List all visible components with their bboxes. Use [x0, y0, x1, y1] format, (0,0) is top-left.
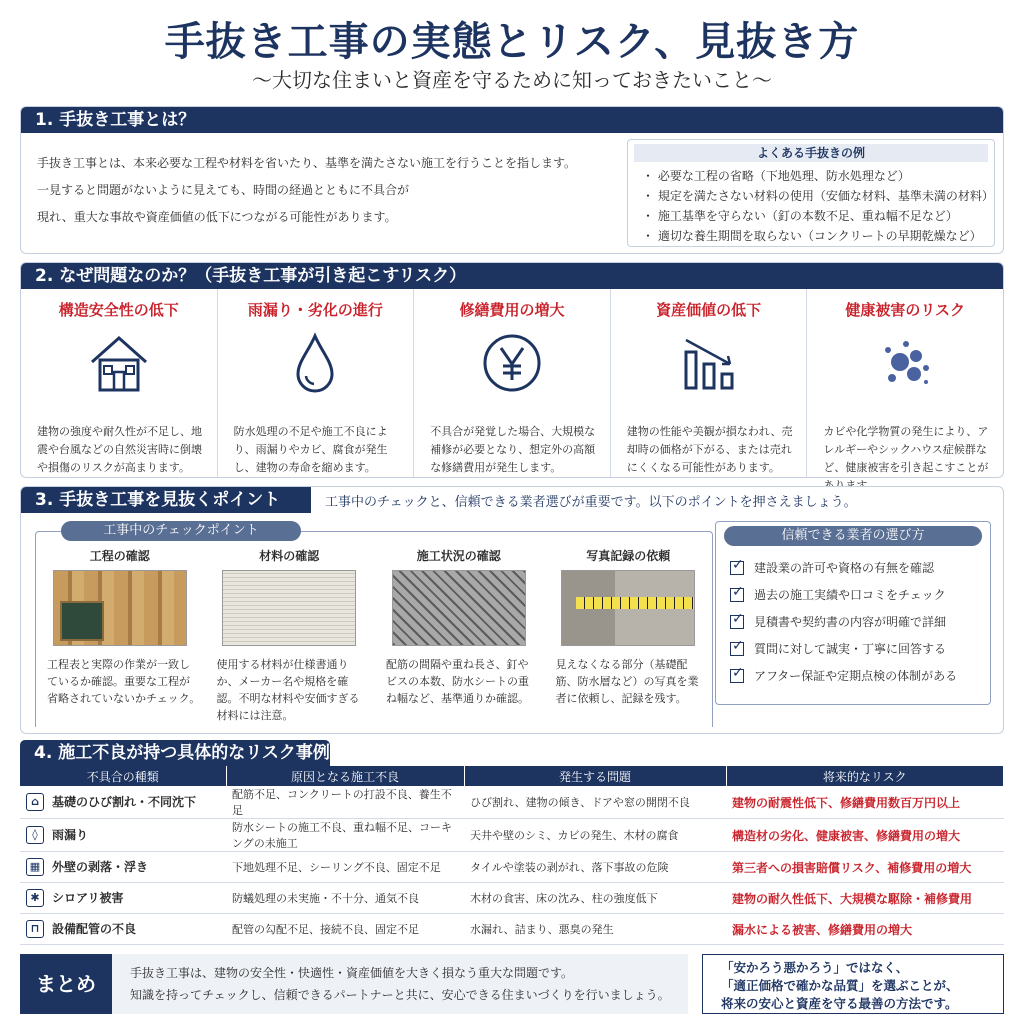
table-row — [20, 819, 1004, 852]
column-header: 将来的なリスク — [726, 766, 1004, 786]
checkpoints-label: 工事中のチェックポイント — [61, 521, 301, 541]
house-icon — [84, 328, 154, 398]
wall-icon: ▦ — [26, 858, 44, 876]
materials-photo — [222, 570, 356, 646]
risk-title: 構造安全性の低下 — [58, 301, 179, 319]
checkpoint-process — [35, 547, 205, 724]
risk-title: 資産価値の低下 — [656, 301, 762, 319]
measurement-photo — [561, 570, 695, 646]
risk-desc: 建物の強度や耐久性が不足し、地震や台風などの自然災害時に倒壊や損傷のリスクが高まります。 — [37, 425, 202, 474]
key-message-line: 将来の安心と資産を守る最善の方法です。 — [721, 996, 958, 1011]
risk-card-structure — [21, 289, 218, 477]
checkbox-icon — [730, 588, 744, 602]
example-item: ・ 施工基準を守らない（釘の本数不足、重ね幅不足など） — [642, 209, 958, 223]
construction-photo — [53, 570, 187, 646]
termite-icon: ✱ — [26, 889, 44, 907]
checkpoint-desc: 見えなくなる部分（基礎配筋、防水層など）の写真を業者に依頼し、記録を残す。 — [555, 658, 699, 705]
risk-title: 雨漏り・劣化の進行 — [247, 301, 383, 319]
vendor-point — [730, 635, 990, 662]
leak-icon: ◊ — [26, 826, 44, 844]
defect-type: 雨漏り — [52, 827, 89, 842]
checkpoint-desc: 使用する材料が仕様書通りか、メーカー名や規格を確認。不明な材料や安価すぎる材料には注意。 — [216, 658, 360, 722]
defect-problem: 水漏れ、詰まり、悪臭の発生 — [464, 914, 726, 945]
checkpoint-title: 材料の確認 — [259, 549, 320, 563]
defect-type: 設備配管の不良 — [52, 921, 137, 936]
section-heading: 2. なぜ問題なのか？（手抜き工事が引き起こすリスク） — [21, 263, 1003, 289]
risk-title: 修繕費用の増大 — [459, 301, 565, 319]
vendor-point — [730, 581, 990, 608]
table-row — [20, 852, 1004, 883]
section-risk-cases — [20, 740, 1004, 942]
checkbox-icon — [730, 669, 744, 683]
defect-problem: 木材の食害、床の沈み、柱の強度低下 — [464, 883, 726, 914]
defect-risk: 構造材の劣化、健康被害、修繕費用の増大 — [726, 819, 1004, 852]
key-message-box — [702, 954, 1004, 1014]
yen-icon — [477, 328, 547, 398]
mold-spores-icon — [870, 328, 940, 398]
checkbox-icon — [730, 615, 744, 629]
defect-cause: 防水シートの施工不良、重ね幅不足、コーキングの未施工 — [226, 819, 464, 852]
column-header: 発生する問題 — [464, 766, 726, 786]
risk-card-repair-cost — [414, 289, 611, 477]
section-heading: 4. 施工不良が持つ具体的なリスク事例 — [20, 740, 330, 766]
page-subtitle: 〜大切な住まいと資産を守るために知っておきたいこと〜 — [252, 68, 772, 92]
summary-text — [130, 962, 670, 1006]
example-item: ・ 適切な養生期間を取らない（コンクリートの早期乾燥など） — [642, 229, 982, 243]
column-header: 不具合の種類 — [20, 766, 226, 786]
summary-label: まとめ — [20, 954, 112, 1014]
key-message-line: 「安かろう悪かろう」ではなく、 — [721, 960, 909, 975]
vendor-point — [730, 662, 990, 689]
defect-problem: ひび割れ、建物の傾き、ドアや窓の開閉不良 — [464, 786, 726, 819]
definition-text — [37, 151, 617, 232]
foundation-icon: ⌂ — [26, 793, 44, 811]
examples-title: よくある手抜きの例 — [634, 144, 988, 162]
construction-checkpoints — [35, 521, 713, 727]
defect-type: 外壁の剥落・浮き — [52, 859, 149, 874]
declining-chart-icon — [674, 328, 744, 398]
rebar-photo — [392, 570, 526, 646]
risk-card-asset-value — [611, 289, 808, 477]
section-heading: 3. 手抜き工事を見抜くポイント — [21, 487, 311, 513]
definition-para: 一見すると問題がないように見えても、時間の経過とともに不具合が — [37, 183, 410, 197]
checkbox-icon — [730, 642, 744, 656]
vendor-selection-panel — [715, 521, 991, 705]
risk-card-leak — [218, 289, 415, 477]
section-heading: 1. 手抜き工事とは？ — [21, 107, 1003, 133]
table-row — [20, 914, 1004, 945]
key-message-line: 「適正価格で確かな品質」を選ぶことが、 — [721, 978, 959, 993]
checkpoint-title: 写真記録の依頼 — [586, 549, 671, 563]
vendor-point-text: 建設業の許可や資格の有無を確認 — [754, 561, 935, 575]
example-item: ・ 必要な工程の省略（下地処理、防水処理など） — [642, 169, 910, 183]
summary-box — [20, 954, 688, 1014]
vendor-point-text: 質問に対して誠実・丁寧に回答する — [754, 642, 947, 656]
section-how-to-spot — [20, 486, 1004, 734]
summary-line: 手抜き工事は、建物の安全性・快適性・資産価値を大きく損なう重大な問題です。 — [130, 966, 574, 980]
section-lead: 工事中のチェックと、信頼できる業者選びが重要です。以下のポイントを押さえましょう。 — [325, 494, 857, 510]
checkpoint-desc: 配筋の間隔や重ね長さ、釘やビスの本数、防水シートの重ね幅など、基準通りか確認。 — [386, 658, 529, 705]
defect-risk: 漏水による被害、修繕費用の増大 — [726, 914, 1004, 945]
risk-title: 健康被害のリスク — [845, 301, 966, 319]
checkpoint-photo-records — [544, 547, 714, 724]
checkpoint-desc: 工程表と実際の作業が一致しているか確認。重要な工程が省略されていないかチェック。 — [47, 658, 201, 705]
section-risks — [20, 262, 1004, 478]
vendor-point-text: 過去の施工実績や口コミをチェック — [754, 588, 946, 602]
checkpoint-material — [205, 547, 375, 724]
checkpoint-workmanship — [374, 547, 544, 724]
defect-cause: 配管の勾配不足、接続不良、固定不足 — [226, 914, 464, 945]
defect-cause: 防蟻処理の未実施・不十分、通気不良 — [226, 883, 464, 914]
pipe-icon: ⊓ — [26, 920, 44, 938]
vendor-point-text: 見積書や契約書の内容が明確で詳細 — [754, 615, 947, 629]
defect-risk: 第三者への損害賠償リスク、補修費用の増大 — [726, 852, 1004, 883]
defect-problem: 天井や壁のシミ、カビの発生、木材の腐食 — [464, 819, 726, 852]
page-title: 手抜き工事の実態とリスク、見抜き方 — [164, 18, 860, 65]
defect-type: 基礎のひび割れ・不同沈下 — [52, 794, 197, 809]
defect-problem: タイルや塗装の剥がれ、落下事故の危険 — [464, 852, 726, 883]
definition-para: 現れ、重大な事故や資産価値の低下につながる可能性があります。 — [37, 210, 397, 224]
checkbox-icon — [730, 561, 744, 575]
table-row — [20, 883, 1004, 914]
column-header: 原因となる施工不良 — [226, 766, 464, 786]
water-drop-icon — [280, 328, 350, 398]
table-row — [20, 786, 1004, 819]
vendor-point-text: アフター保証や定期点検の体制がある — [754, 669, 958, 683]
defect-cause: 下地処理不足、シーリング不良、固定不足 — [226, 852, 464, 883]
section-what-is — [20, 106, 1004, 254]
risk-desc: カビや化学物質の発生により、アレルギーやシックハウス症候群など、健康被害を引き起こすことが — [823, 425, 989, 474]
risk-card-health — [807, 289, 1003, 477]
risk-desc: 建物の性能や美観が損なわれ、売却時の価格が下がる、または売れにくくなる可能性があります。 — [626, 425, 793, 474]
risk-desc: 防水処理の不足や施工不良により、雨漏りやカビ、腐食が発生し、建物の寿命を縮めます。 — [233, 425, 388, 474]
risk-desc: 不具合が発覚した場合、大規模な補修が必要となり、想定外の高額な修繕費用が発生します。 — [430, 425, 596, 474]
risk-cases-table — [20, 766, 1004, 945]
vendor-label: 信頼できる業者の選び方 — [724, 526, 982, 546]
checkpoint-title: 工程の確認 — [89, 549, 150, 563]
summary-line: 知識を持ってチェックし、信頼できるパートナーと共に、安心できる住まいづくりを行いましょう。 — [130, 988, 670, 1002]
example-item: ・ 規定を満たさない材料の使用（安価な材料、基準未満の材料） — [642, 189, 994, 203]
defect-type: シロアリ被害 — [52, 890, 124, 905]
vendor-point — [730, 608, 990, 635]
common-examples-box — [627, 139, 995, 247]
defect-cause: 配筋不足、コンクリートの打設不良、養生不足 — [226, 786, 464, 819]
defect-risk: 建物の耐久性低下、大規模な駆除・補修費用 — [726, 883, 1004, 914]
checkpoint-title: 施工状況の確認 — [416, 549, 501, 563]
defect-risk: 建物の耐震性低下、修繕費用数百万円以上 — [726, 786, 1004, 819]
definition-para: 手抜き工事とは、本来必要な工程や材料を省いたり、基準を満たさない施工を行うことを指します。 — [37, 156, 577, 170]
vendor-point — [730, 554, 990, 581]
